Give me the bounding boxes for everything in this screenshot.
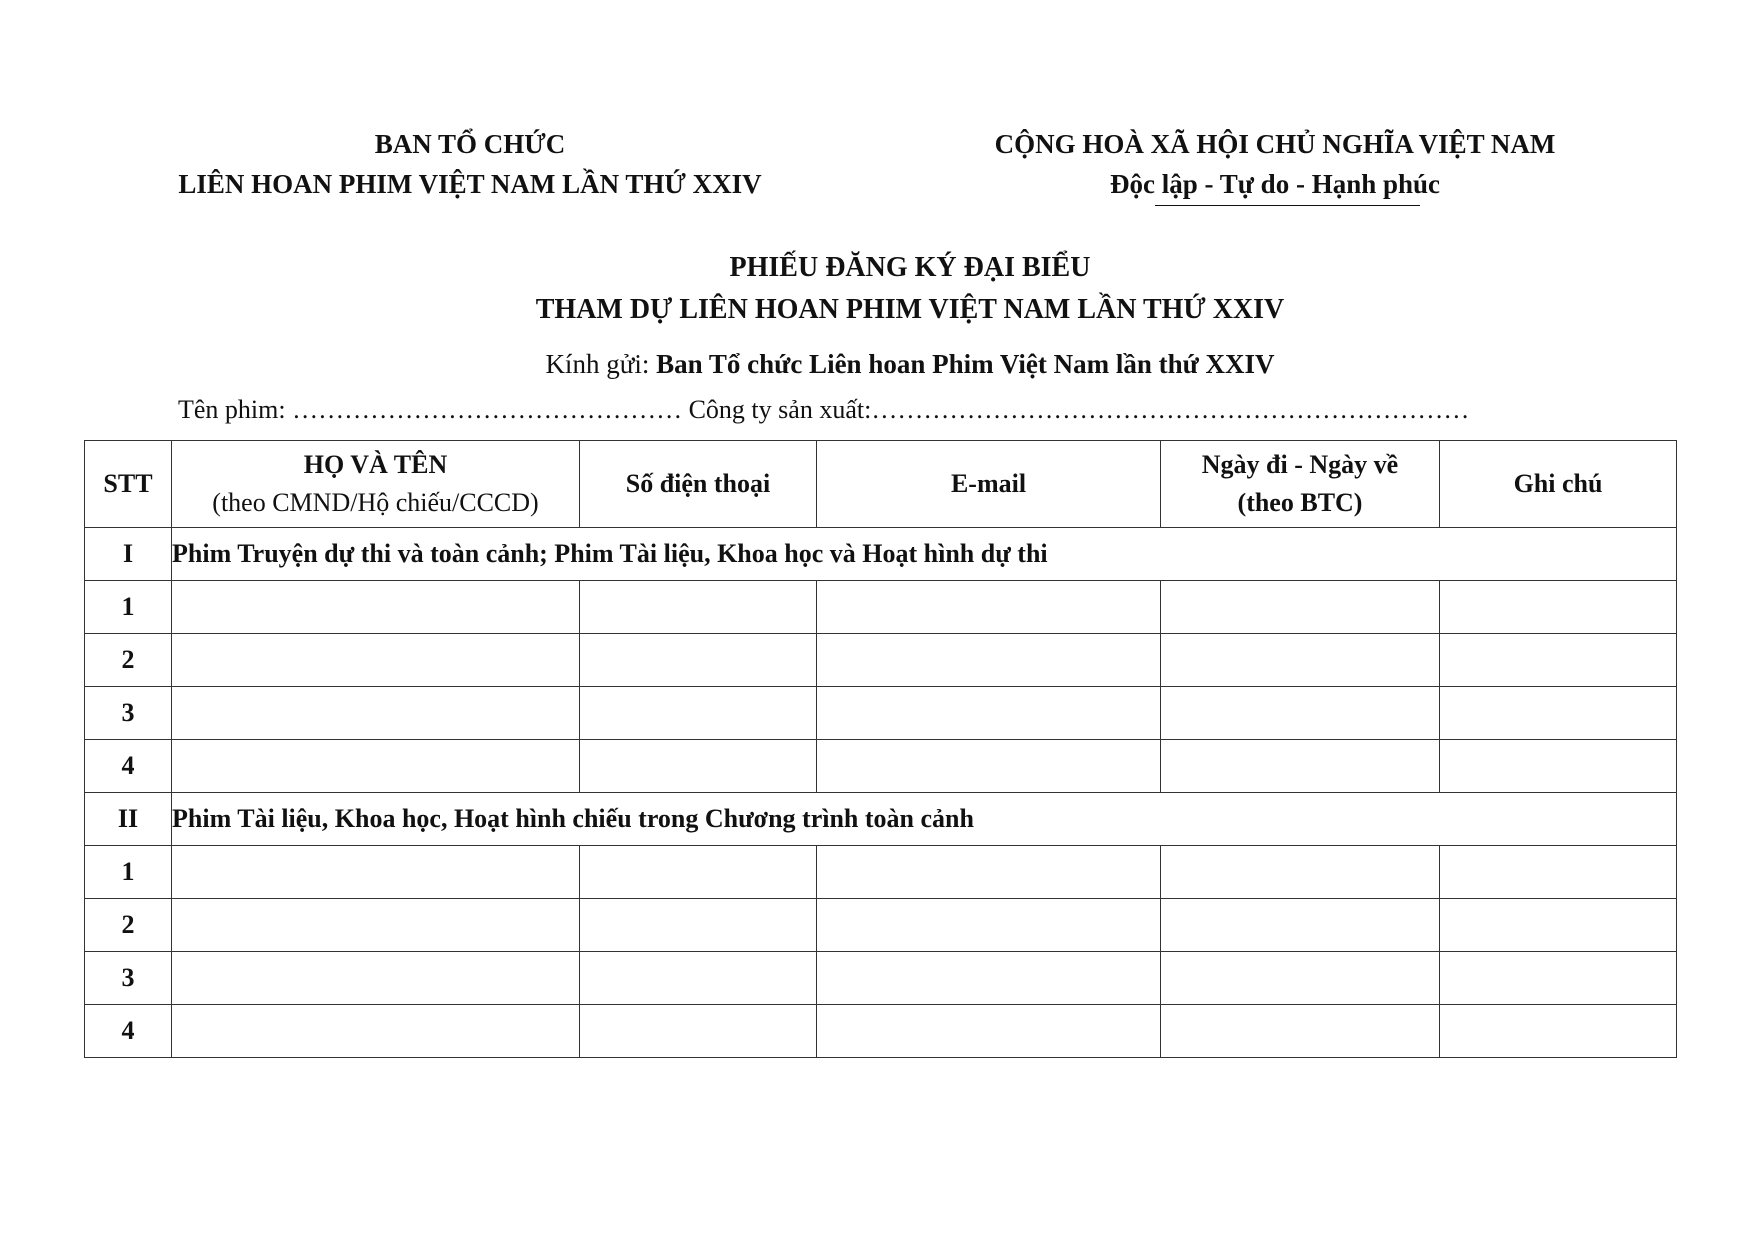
registration-table bbox=[84, 440, 1677, 1058]
section-row bbox=[85, 793, 1677, 846]
header-dates-label: Ngày đi - Ngày về bbox=[1201, 450, 1399, 479]
name-cell[interactable] bbox=[172, 740, 580, 793]
header-dates bbox=[1161, 441, 1440, 528]
name-cell[interactable] bbox=[172, 846, 580, 899]
section-title: Phim Tài liệu, Khoa học, Hoạt hình chiếu trong Chương trình toàn cảnh bbox=[172, 793, 1677, 846]
row-number: 2 bbox=[85, 634, 172, 687]
email-cell[interactable] bbox=[817, 846, 1161, 899]
row-number: 1 bbox=[85, 581, 172, 634]
note-cell[interactable] bbox=[1440, 846, 1677, 899]
phone-cell[interactable] bbox=[580, 581, 817, 634]
phone-cell[interactable] bbox=[580, 846, 817, 899]
note-cell[interactable] bbox=[1440, 952, 1677, 1005]
note-cell[interactable] bbox=[1440, 581, 1677, 634]
dates-cell[interactable] bbox=[1161, 740, 1440, 793]
email-cell[interactable] bbox=[817, 899, 1161, 952]
name-cell[interactable] bbox=[172, 899, 580, 952]
organizer-header bbox=[130, 124, 810, 204]
phone-cell[interactable] bbox=[580, 952, 817, 1005]
phone-cell[interactable] bbox=[580, 634, 817, 687]
row-number: 4 bbox=[85, 740, 172, 793]
note-cell[interactable] bbox=[1440, 1005, 1677, 1058]
row-number: 3 bbox=[85, 952, 172, 1005]
table-header-row bbox=[85, 441, 1677, 528]
email-cell[interactable] bbox=[817, 952, 1161, 1005]
name-cell[interactable] bbox=[172, 952, 580, 1005]
note-cell[interactable] bbox=[1440, 687, 1677, 740]
dates-cell[interactable] bbox=[1161, 687, 1440, 740]
header-email: E-mail bbox=[817, 441, 1161, 528]
email-cell[interactable] bbox=[817, 581, 1161, 634]
header-dates-sub: (theo BTC) bbox=[1237, 488, 1363, 517]
form-title-line-2: THAM DỰ LIÊN HOAN PHIM VIỆT NAM LẦN THỨ XXIV bbox=[535, 294, 1285, 325]
row-number: 4 bbox=[85, 1005, 172, 1058]
dates-cell[interactable] bbox=[1161, 581, 1440, 634]
national-title: CỘNG HOÀ XÃ HỘI CHỦ NGHĨA VIỆT NAM bbox=[994, 129, 1556, 159]
phone-cell[interactable] bbox=[580, 1005, 817, 1058]
motto-underline bbox=[1155, 205, 1420, 206]
header-name bbox=[172, 441, 580, 528]
phone-cell[interactable] bbox=[580, 740, 817, 793]
table-row bbox=[85, 581, 1677, 634]
note-cell[interactable] bbox=[1440, 740, 1677, 793]
film-company-fields bbox=[178, 395, 1469, 425]
header-phone: Số điện thoại bbox=[580, 441, 817, 528]
header-name-sub: (theo CMND/Hộ chiếu/CCCD) bbox=[212, 488, 539, 517]
section-row bbox=[85, 528, 1677, 581]
note-cell[interactable] bbox=[1440, 899, 1677, 952]
row-number: 2 bbox=[85, 899, 172, 952]
email-cell[interactable] bbox=[817, 687, 1161, 740]
organizer-line-1: BAN TỔ CHỨC bbox=[374, 129, 566, 159]
recipient-name: Ban Tổ chức Liên hoan Phim Việt Nam lần thứ XXIV bbox=[656, 349, 1275, 379]
email-cell[interactable] bbox=[817, 1005, 1161, 1058]
email-cell[interactable] bbox=[817, 634, 1161, 687]
recipient-prefix: Kính gửi: bbox=[545, 349, 657, 379]
header-stt: STT bbox=[85, 441, 172, 528]
recipient-line bbox=[300, 349, 1520, 380]
name-cell[interactable] bbox=[172, 687, 580, 740]
table-row bbox=[85, 687, 1677, 740]
section-numeral: I bbox=[85, 528, 172, 581]
national-motto-text: Độc lập - Tự do - Hạnh phúc bbox=[1109, 169, 1441, 199]
organizer-line-2: LIÊN HOAN PHIM VIỆT NAM LẦN THỨ XXIV bbox=[178, 169, 762, 199]
table-row bbox=[85, 846, 1677, 899]
table-row bbox=[85, 952, 1677, 1005]
section-title: Phim Truyện dự thi và toàn cảnh; Phim Tài liệu, Khoa học và Hoạt hình dự thi bbox=[172, 528, 1677, 581]
header-note: Ghi chú bbox=[1440, 441, 1677, 528]
note-cell[interactable] bbox=[1440, 634, 1677, 687]
form-title bbox=[300, 247, 1520, 331]
row-number: 3 bbox=[85, 687, 172, 740]
national-header bbox=[905, 124, 1645, 204]
phone-cell[interactable] bbox=[580, 899, 817, 952]
national-motto bbox=[1110, 164, 1440, 204]
company-field[interactable]: …………………………………………………………… bbox=[871, 395, 1470, 424]
phone-cell[interactable] bbox=[580, 687, 817, 740]
header-name-label: HỌ VÀ TÊN bbox=[303, 450, 448, 479]
table-row bbox=[85, 1005, 1677, 1058]
film-name-field[interactable]: ……………………………………… bbox=[292, 395, 683, 424]
company-label: Công ty sản xuất: bbox=[682, 395, 872, 424]
dates-cell[interactable] bbox=[1161, 634, 1440, 687]
section-numeral: II bbox=[85, 793, 172, 846]
dates-cell[interactable] bbox=[1161, 899, 1440, 952]
dates-cell[interactable] bbox=[1161, 1005, 1440, 1058]
film-name-label: Tên phim: bbox=[178, 395, 293, 424]
name-cell[interactable] bbox=[172, 634, 580, 687]
table-row bbox=[85, 634, 1677, 687]
name-cell[interactable] bbox=[172, 1005, 580, 1058]
email-cell[interactable] bbox=[817, 740, 1161, 793]
table-row bbox=[85, 899, 1677, 952]
row-number: 1 bbox=[85, 846, 172, 899]
name-cell[interactable] bbox=[172, 581, 580, 634]
dates-cell[interactable] bbox=[1161, 846, 1440, 899]
form-title-line-1: PHIẾU ĐĂNG KÝ ĐẠI BIỂU bbox=[729, 252, 1091, 283]
dates-cell[interactable] bbox=[1161, 952, 1440, 1005]
table-row bbox=[85, 740, 1677, 793]
